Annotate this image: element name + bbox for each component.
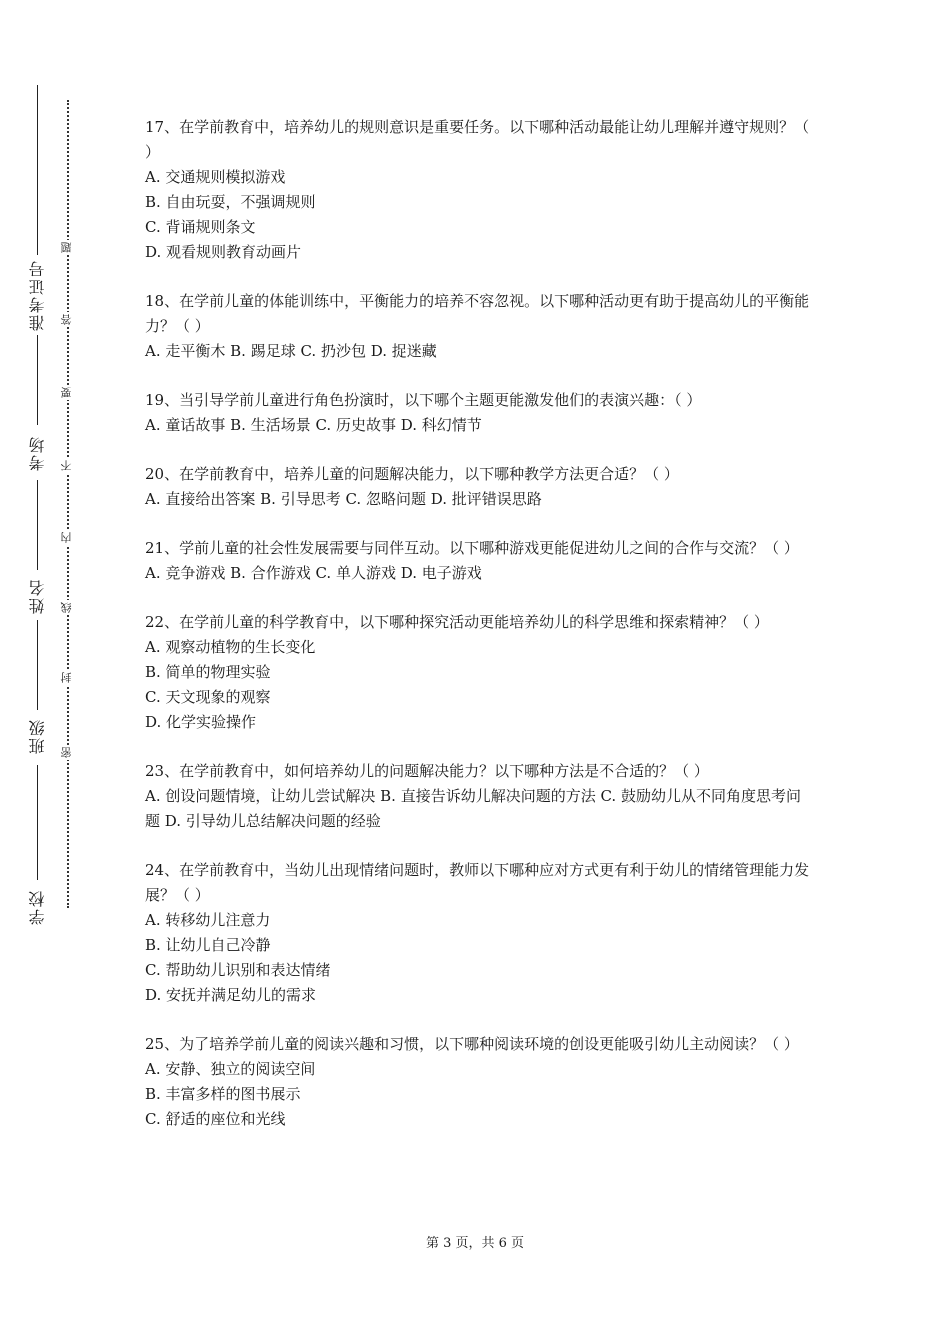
question-stem: 17、在学前教育中，培养幼儿的规则意识是重要任务。以下哪种活动最能让幼儿理解并遵守规则？（ ）: [145, 118, 810, 161]
option-c: C. 舒适的座位和光线: [145, 1110, 286, 1128]
binding-rule: [37, 85, 38, 255]
question-20: [145, 462, 815, 512]
question-21: [145, 536, 815, 586]
binding-rule: [37, 620, 38, 710]
question-17: [145, 115, 815, 265]
label-exam-room: 考场: [28, 435, 47, 471]
seal-char: 内: [58, 530, 76, 545]
label-name: 姓名: [28, 578, 47, 614]
option-c: C. 背诵规则条文: [145, 218, 256, 236]
question-stem: 20、在学前教育中，培养儿童的问题解决能力，以下哪种教学方法更合适？（ ）: [145, 465, 679, 483]
options-line: A. 竞争游戏 B. 合作游戏 C. 单人游戏 D. 电子游戏: [145, 564, 482, 582]
seal-char: 题: [58, 240, 76, 255]
page-number: 第 3 页，共 6 页: [425, 1236, 525, 1251]
options-line: A. 直接给出答案 B. 引导思考 C. 忽略问题 D. 批评错误思路: [145, 490, 542, 508]
options-line: A. 童话故事 B. 生活场景 C. 历史故事 D. 科幻情节: [145, 416, 482, 434]
option-a: A. 观察动植物的生长变化: [145, 638, 316, 656]
question-stem: 23、在学前教育中，如何培养幼儿的问题解决能力？以下哪种方法是不合适的？（ ）: [145, 762, 709, 780]
option-b: B. 自由玩耍，不强调规则: [145, 193, 316, 211]
option-b: B. 让幼儿自己冷静: [145, 936, 271, 954]
question-stem: 19、当引导学前儿童进行角色扮演时，以下哪个主题更能激发他们的表演兴趣：（ ）: [145, 391, 702, 409]
option-b: B. 简单的物理实验: [145, 663, 271, 681]
binding-rule: [37, 335, 38, 425]
option-a: A. 交通规则模拟游戏: [145, 168, 286, 186]
seal-char: 密: [58, 745, 76, 760]
question-24: [145, 858, 815, 1008]
option-a: A. 安静、独立的阅读空间: [145, 1060, 316, 1078]
question-18: [145, 289, 815, 364]
question-19: [145, 388, 815, 438]
question-22: [145, 610, 815, 735]
option-c: C. 天文现象的观察: [145, 688, 271, 706]
seal-char: 线: [58, 600, 76, 615]
option-d: D. 安抚并满足幼儿的需求: [145, 986, 317, 1004]
label-school: 学校: [28, 889, 47, 925]
seal-char: 封: [58, 670, 76, 685]
question-stem: 21、学前儿童的社会性发展需要与同伴互动。以下哪种游戏更能促进幼儿之间的合作与交流？（ ）: [145, 539, 799, 557]
label-class: 班级: [28, 718, 47, 754]
question-stem: 18、在学前儿童的体能训练中，平衡能力的培养不容忽视。以下哪种活动更有助于提高幼儿的平衡能力？（ ）: [145, 292, 810, 335]
question-list: [145, 115, 815, 1156]
option-a: A. 转移幼儿注意力: [145, 911, 271, 929]
question-stem: 25、为了培养学前儿童的阅读兴趣和习惯，以下哪种阅读环境的创设更能吸引幼儿主动阅读？（ ）: [145, 1035, 799, 1053]
binding-rule: [37, 480, 38, 570]
question-25: [145, 1032, 815, 1132]
options-line: A. 创设问题情境，让幼儿尝试解决 B. 直接告诉幼儿解决问题的方法 C. 鼓励幼儿从不同角度思考问题 D. 引导幼儿总结解决问题的经验: [145, 787, 801, 830]
option-b: B. 丰富多样的图书展示: [145, 1085, 301, 1103]
seal-dotted-line: [67, 100, 69, 908]
options-line: A. 走平衡木 B. 踢足球 C. 扔沙包 D. 捉迷藏: [145, 342, 437, 360]
binding-rule: [37, 765, 38, 880]
option-c: C. 帮助幼儿识别和表达情绪: [145, 961, 331, 979]
question-stem: 24、在学前教育中，当幼儿出现情绪问题时，教师以下哪种应对方式更有利于幼儿的情绪管理能力发展？（ ）: [145, 861, 810, 904]
question-stem: 22、在学前儿童的科学教育中，以下哪种探究活动更能培养幼儿的科学思维和探索精神？（ ）: [145, 613, 769, 631]
question-23: [145, 759, 815, 834]
seal-char: 要: [58, 385, 76, 400]
seal-char: 不: [58, 458, 76, 473]
binding-margin: [0, 0, 110, 1344]
label-exam-number: 准考证号: [28, 259, 47, 331]
option-d: D. 化学实验操作: [145, 713, 257, 731]
option-d: D. 观看规则教育动画片: [145, 243, 302, 261]
seal-char: 答: [58, 312, 76, 327]
